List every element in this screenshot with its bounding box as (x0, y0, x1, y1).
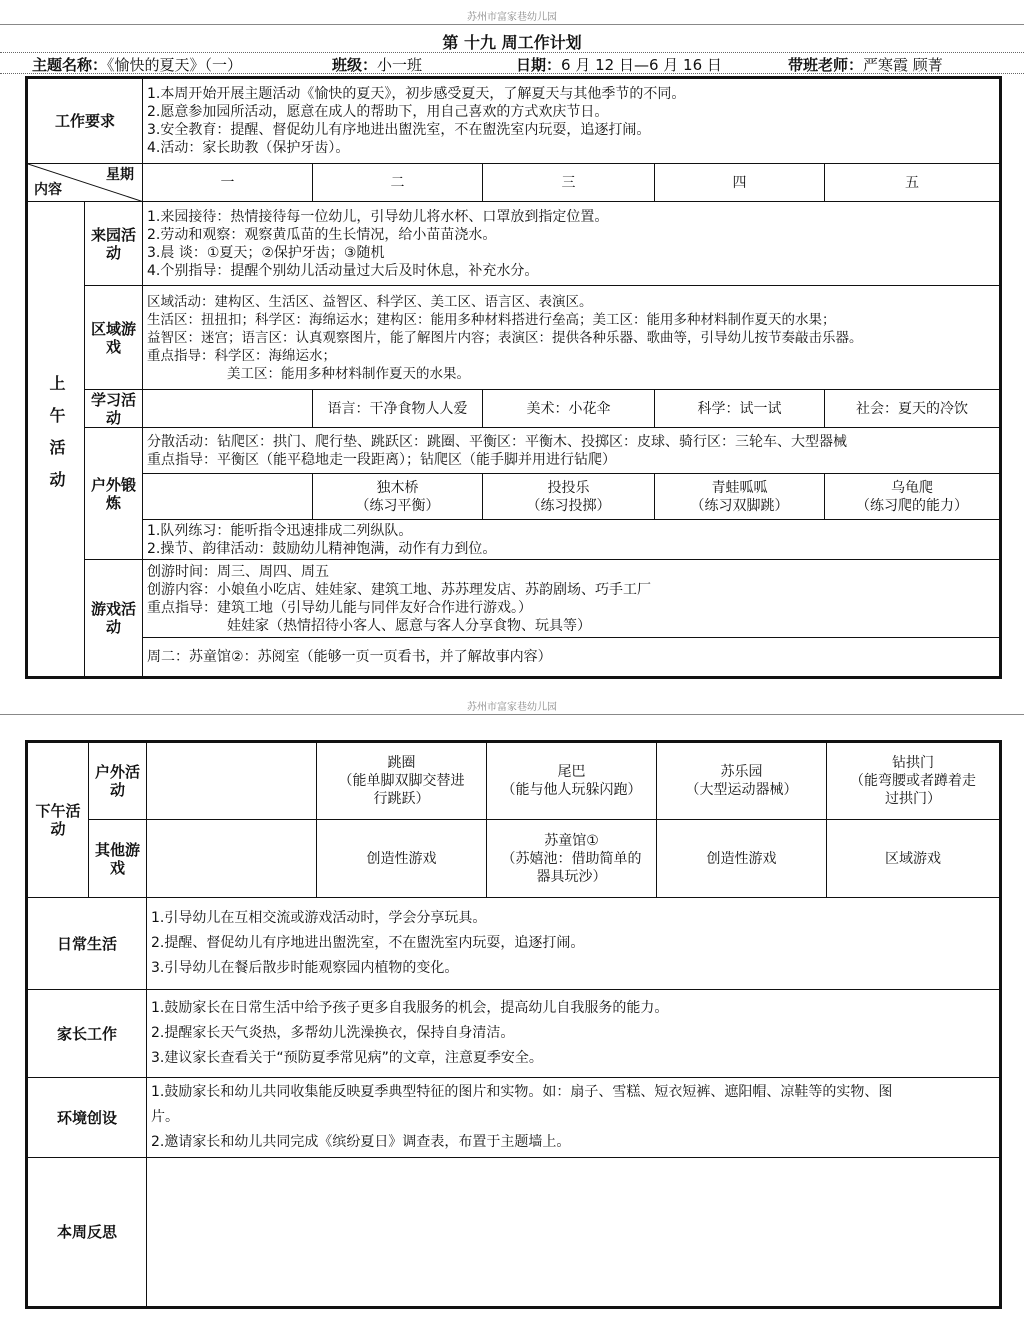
play-item: 重点指导：建筑工地（引导幼儿能与同伴友好合作进行游戏。） (147, 599, 533, 616)
pm-other-line: 苏童馆① (544, 832, 599, 849)
area-item: 重点指导：科学区：海绵运水； (147, 347, 337, 364)
page-title: 第 十九 周工作计划 (442, 33, 582, 52)
arrival-cell (143, 202, 1001, 286)
outdoor-game-note: （练习平衡） (355, 497, 440, 514)
reflect-row (27, 1158, 1001, 1308)
outdoor-free-item: 分散活动：钻爬区：拱门、爬行垫、跳跃区：跳圈、平衡区：平衡木、投掷区：皮球、骑行区：三轮车、大型器械 (147, 433, 848, 450)
pm-other-tue (317, 820, 487, 898)
outdoor-drill-item: 2.操节、韵律活动：鼓励幼儿精神饱满，动作有力到位。 (147, 540, 497, 557)
study-label: 学习活动 (85, 390, 143, 428)
meta-row (0, 52, 1024, 74)
requirements-label: 工作要求 (27, 78, 143, 164)
plan-table-page1 (25, 76, 1002, 679)
arrival-label: 来园活动 (85, 202, 143, 286)
area-item: 美工区：能用多种材料制作夏天的水果。 (227, 365, 471, 382)
outdoor-game-name: 独木桥 (376, 479, 419, 496)
play-label: 游戏活动 (85, 560, 143, 678)
requirement-item: 4.活动：家长助教（保护牙齿）。 (147, 140, 350, 156)
outdoor-game-note: （练习爬的能力） (856, 497, 969, 514)
teacher-label: 带班老师： (788, 56, 864, 74)
env-row (27, 1078, 1001, 1158)
theme-field (32, 54, 242, 75)
play-item: 娃娃家（热情招待小客人、愿意与客人分享食物、玩具等） (227, 617, 592, 634)
outdoor-free-cell (143, 428, 1001, 474)
outdoor-game-name: 投投乐 (547, 479, 590, 496)
daily-item: 1.引导幼儿在互相交流或游戏活动时，学会分享玩具。 (151, 910, 487, 926)
class-label: 班级： (332, 56, 378, 74)
pm-outdoor-mon (147, 742, 317, 820)
outdoor-game-mon (143, 474, 313, 520)
pm-outdoor-line: 苏乐园 (720, 764, 763, 780)
requirements-cell (143, 78, 1001, 164)
study-mon (143, 390, 313, 428)
outdoor-free-row (27, 428, 1001, 474)
outdoor-game-tue (313, 474, 483, 520)
area-item: 区域活动：建构区、生活区、益智区、科学区、美工区、语言区、表演区。 (147, 293, 593, 310)
daily-label: 日常生活 (27, 898, 147, 990)
pm-other-label: 其他游戏 (89, 820, 147, 898)
days-row (27, 164, 1001, 202)
pm-outdoor-fri (827, 742, 1001, 820)
parent-row (27, 990, 1001, 1078)
pm-other-line: 创造性游戏 (366, 850, 437, 867)
arrival-row (27, 202, 1001, 286)
day-fri: 五 (825, 164, 1001, 202)
study-tue: 语言：干净食物人人爱 (313, 390, 483, 428)
play-item: 创游时间：周三、周四、周五 (147, 563, 330, 580)
afternoon-label: 下午活动 (27, 742, 89, 898)
pm-outdoor-line: 钻拱门 (892, 755, 934, 771)
pm-outdoor-line: （大型运动器械） (685, 782, 798, 798)
teacher-value: 严寒霞 顾菁 (863, 56, 943, 74)
theme-label: 主题名称： (32, 56, 108, 74)
parent-item: 2.提醒家长天气炎热，多帮幼儿洗澡换衣，保持自身清洁。 (151, 1025, 515, 1041)
day-mon: 一 (143, 164, 313, 202)
parent-cell (147, 990, 1001, 1078)
pm-other-line: （苏嬉池：借助简单的 (501, 850, 642, 867)
pm-other-line: 区域游戏 (885, 850, 941, 867)
requirement-item: 3.安全教育：提醒、督促幼儿有序地进出盥洗室，不在盥洗室内玩耍，追逐打闹。 (147, 122, 651, 138)
header-rule-page2 (0, 714, 1024, 715)
outdoor-drill-item: 1.队列练习：能听指令迅速排成二列纵队。 (147, 522, 413, 539)
daily-row (27, 898, 1001, 990)
area-label: 区域游戏 (85, 286, 143, 390)
parent-label: 家长工作 (27, 990, 147, 1078)
pm-other-row (27, 820, 1001, 898)
daily-item: 3.引导幼儿在餐后散步时能观察园内植物的变化。 (151, 960, 459, 976)
env-cell (147, 1078, 1001, 1158)
outdoor-drill-cell (143, 520, 1001, 560)
diag-content-label: 内容 (34, 182, 62, 198)
study-fri: 社会：夏天的冷饮 (825, 390, 1001, 428)
diag-weekday-label: 星期 (106, 167, 135, 183)
day-wed: 三 (483, 164, 655, 202)
study-row (27, 390, 1001, 428)
pm-outdoor-thu (657, 742, 827, 820)
outdoor-game-note: （练习投掷） (526, 497, 611, 514)
pm-other-fri (827, 820, 1001, 898)
play-extra-cell: 周二：苏童馆②：苏阅室（能够一页一页看书，并了解故事内容） (143, 638, 1001, 678)
requirement-item: 2.愿意参加园所活动，愿意在成人的帮助下，用自己喜欢的方式欢庆节日。 (147, 104, 609, 120)
morning-label-cell (27, 202, 85, 678)
pm-outdoor-label: 户外活动 (89, 742, 147, 820)
env-label: 环境创设 (27, 1078, 147, 1158)
pm-outdoor-line: （能单脚双脚交替进 (338, 773, 465, 789)
pm-other-mon (147, 820, 317, 898)
date-label: 日期： (516, 56, 562, 74)
school-header: 苏州市富家巷幼儿园 (467, 12, 557, 23)
diagonal-header-cell (27, 164, 143, 202)
requirements-row (27, 78, 1001, 164)
header-rule (0, 24, 1024, 25)
pm-outdoor-tue (317, 742, 487, 820)
class-field (332, 54, 422, 75)
pm-outdoor-line: 跳圈 (387, 755, 416, 771)
morning-label: 上午活动 (47, 375, 66, 503)
requirement-item: 1.本周开始开展主题活动《愉快的夏天》，初步感受夏天，了解夏天与其他季节的不同。 (147, 86, 686, 102)
daily-cell (147, 898, 1001, 990)
daily-item: 2.提醒、督促幼儿有序地进出盥洗室，不在盥洗室内玩耍，追逐打闹。 (151, 935, 585, 951)
arrival-item: 4.个别指导：提醒个别幼儿活动量过大后及时休息，补充水分。 (147, 262, 539, 279)
outdoor-free-item: 重点指导：平衡区（能平稳地走一段距离）；钻爬区（能手脚并用进行钻爬） (147, 451, 617, 468)
date-value: 6 月 12 日—6 月 16 日 (561, 56, 722, 74)
day-thu: 四 (655, 164, 825, 202)
study-wed: 美术：小花伞 (483, 390, 655, 428)
reflect-cell[interactable] (147, 1158, 1001, 1308)
arrival-item: 2.劳动和观察：观察黄瓜苗的生长情况，给小苗苗浇水。 (147, 226, 497, 243)
outdoor-game-name: 青蛙呱呱 (711, 479, 768, 496)
school-header-page2: 苏州市富家巷幼儿园 (467, 702, 557, 713)
area-cell (143, 286, 1001, 390)
env-item: 1.鼓励家长和幼儿共同收集能反映夏季典型特征的图片和实物。如：扇子、雪糕、短衣短裤、遮阳帽、凉鞋等的实物、图 (151, 1084, 893, 1100)
outdoor-games-row (27, 474, 1001, 520)
study-thu: 科学：试一试 (655, 390, 825, 428)
area-item: 益智区：迷宫；语言区：认真观察图片，能了解图片内容；表演区：提供各种乐器、歌曲等，引导幼儿按节奏敲击乐器。 (147, 329, 863, 346)
class-value: 小一班 (377, 56, 423, 74)
outdoor-game-note: （练习双脚跳） (690, 497, 789, 514)
pm-outdoor-wed (487, 742, 657, 820)
theme-value: 《愉快的夏天》（一） (107, 56, 243, 74)
teacher-field (788, 54, 943, 75)
pm-other-line: 创造性游戏 (706, 850, 777, 867)
outdoor-game-fri (825, 474, 1001, 520)
play-cell (143, 560, 1001, 638)
env-item: 2.邀请家长和幼儿共同完成《缤纷夏日》调查表，布置于主题墙上。 (151, 1134, 571, 1150)
pm-outdoor-line: 行跳跃） (373, 791, 430, 807)
pm-other-thu (657, 820, 827, 898)
day-tue: 二 (313, 164, 483, 202)
pm-outdoor-line: （能与他人玩躲闪跑） (501, 782, 642, 798)
pm-outdoor-row (27, 742, 1001, 820)
area-item: 生活区：扭扭扣；科学区：海绵运水；建构区：能用多种材料搭进行垒高；美工区：能用多种材料制作夏天的水果； (147, 311, 836, 328)
area-row (27, 286, 1001, 390)
outdoor-game-thu (655, 474, 825, 520)
pm-other-wed (487, 820, 657, 898)
outdoor-game-wed (483, 474, 655, 520)
outdoor-drill-row (27, 520, 1001, 560)
parent-item: 3.建议家长查看关于“预防夏季常见病”的文章，注意夏季安全。 (151, 1050, 543, 1066)
pm-outdoor-line: 尾巴 (557, 764, 586, 780)
play-row (27, 560, 1001, 638)
play-extra-row (27, 638, 1001, 678)
arrival-item: 3.晨 谈：①夏天；②保护牙齿；③随机 (147, 244, 385, 261)
reflect-label: 本周反思 (27, 1158, 147, 1308)
pm-outdoor-line: 过拱门） (885, 791, 941, 807)
outdoor-game-name: 乌龟爬 (891, 479, 934, 496)
plan-table-page2 (25, 740, 1002, 1309)
parent-item: 1.鼓励家长在日常生活中给予孩子更多自我服务的机会，提高幼儿自我服务的能力。 (151, 1000, 669, 1016)
outdoor-label: 户外锻炼 (85, 428, 143, 560)
play-item: 创游内容：小娘鱼小吃店、娃娃家、建筑工地、苏苏理发店、苏韵剧场、巧手工厂 (147, 581, 652, 598)
arrival-item: 1.来园接待：热情接待每一位幼儿，引导幼儿将水杯、口罩放到指定位置。 (147, 208, 609, 225)
env-item: 片。 (151, 1109, 179, 1125)
date-field (516, 54, 722, 75)
pm-outdoor-line: （能弯腰或者蹲着走 (850, 773, 976, 789)
pm-other-line: 器具玩沙） (536, 868, 607, 885)
